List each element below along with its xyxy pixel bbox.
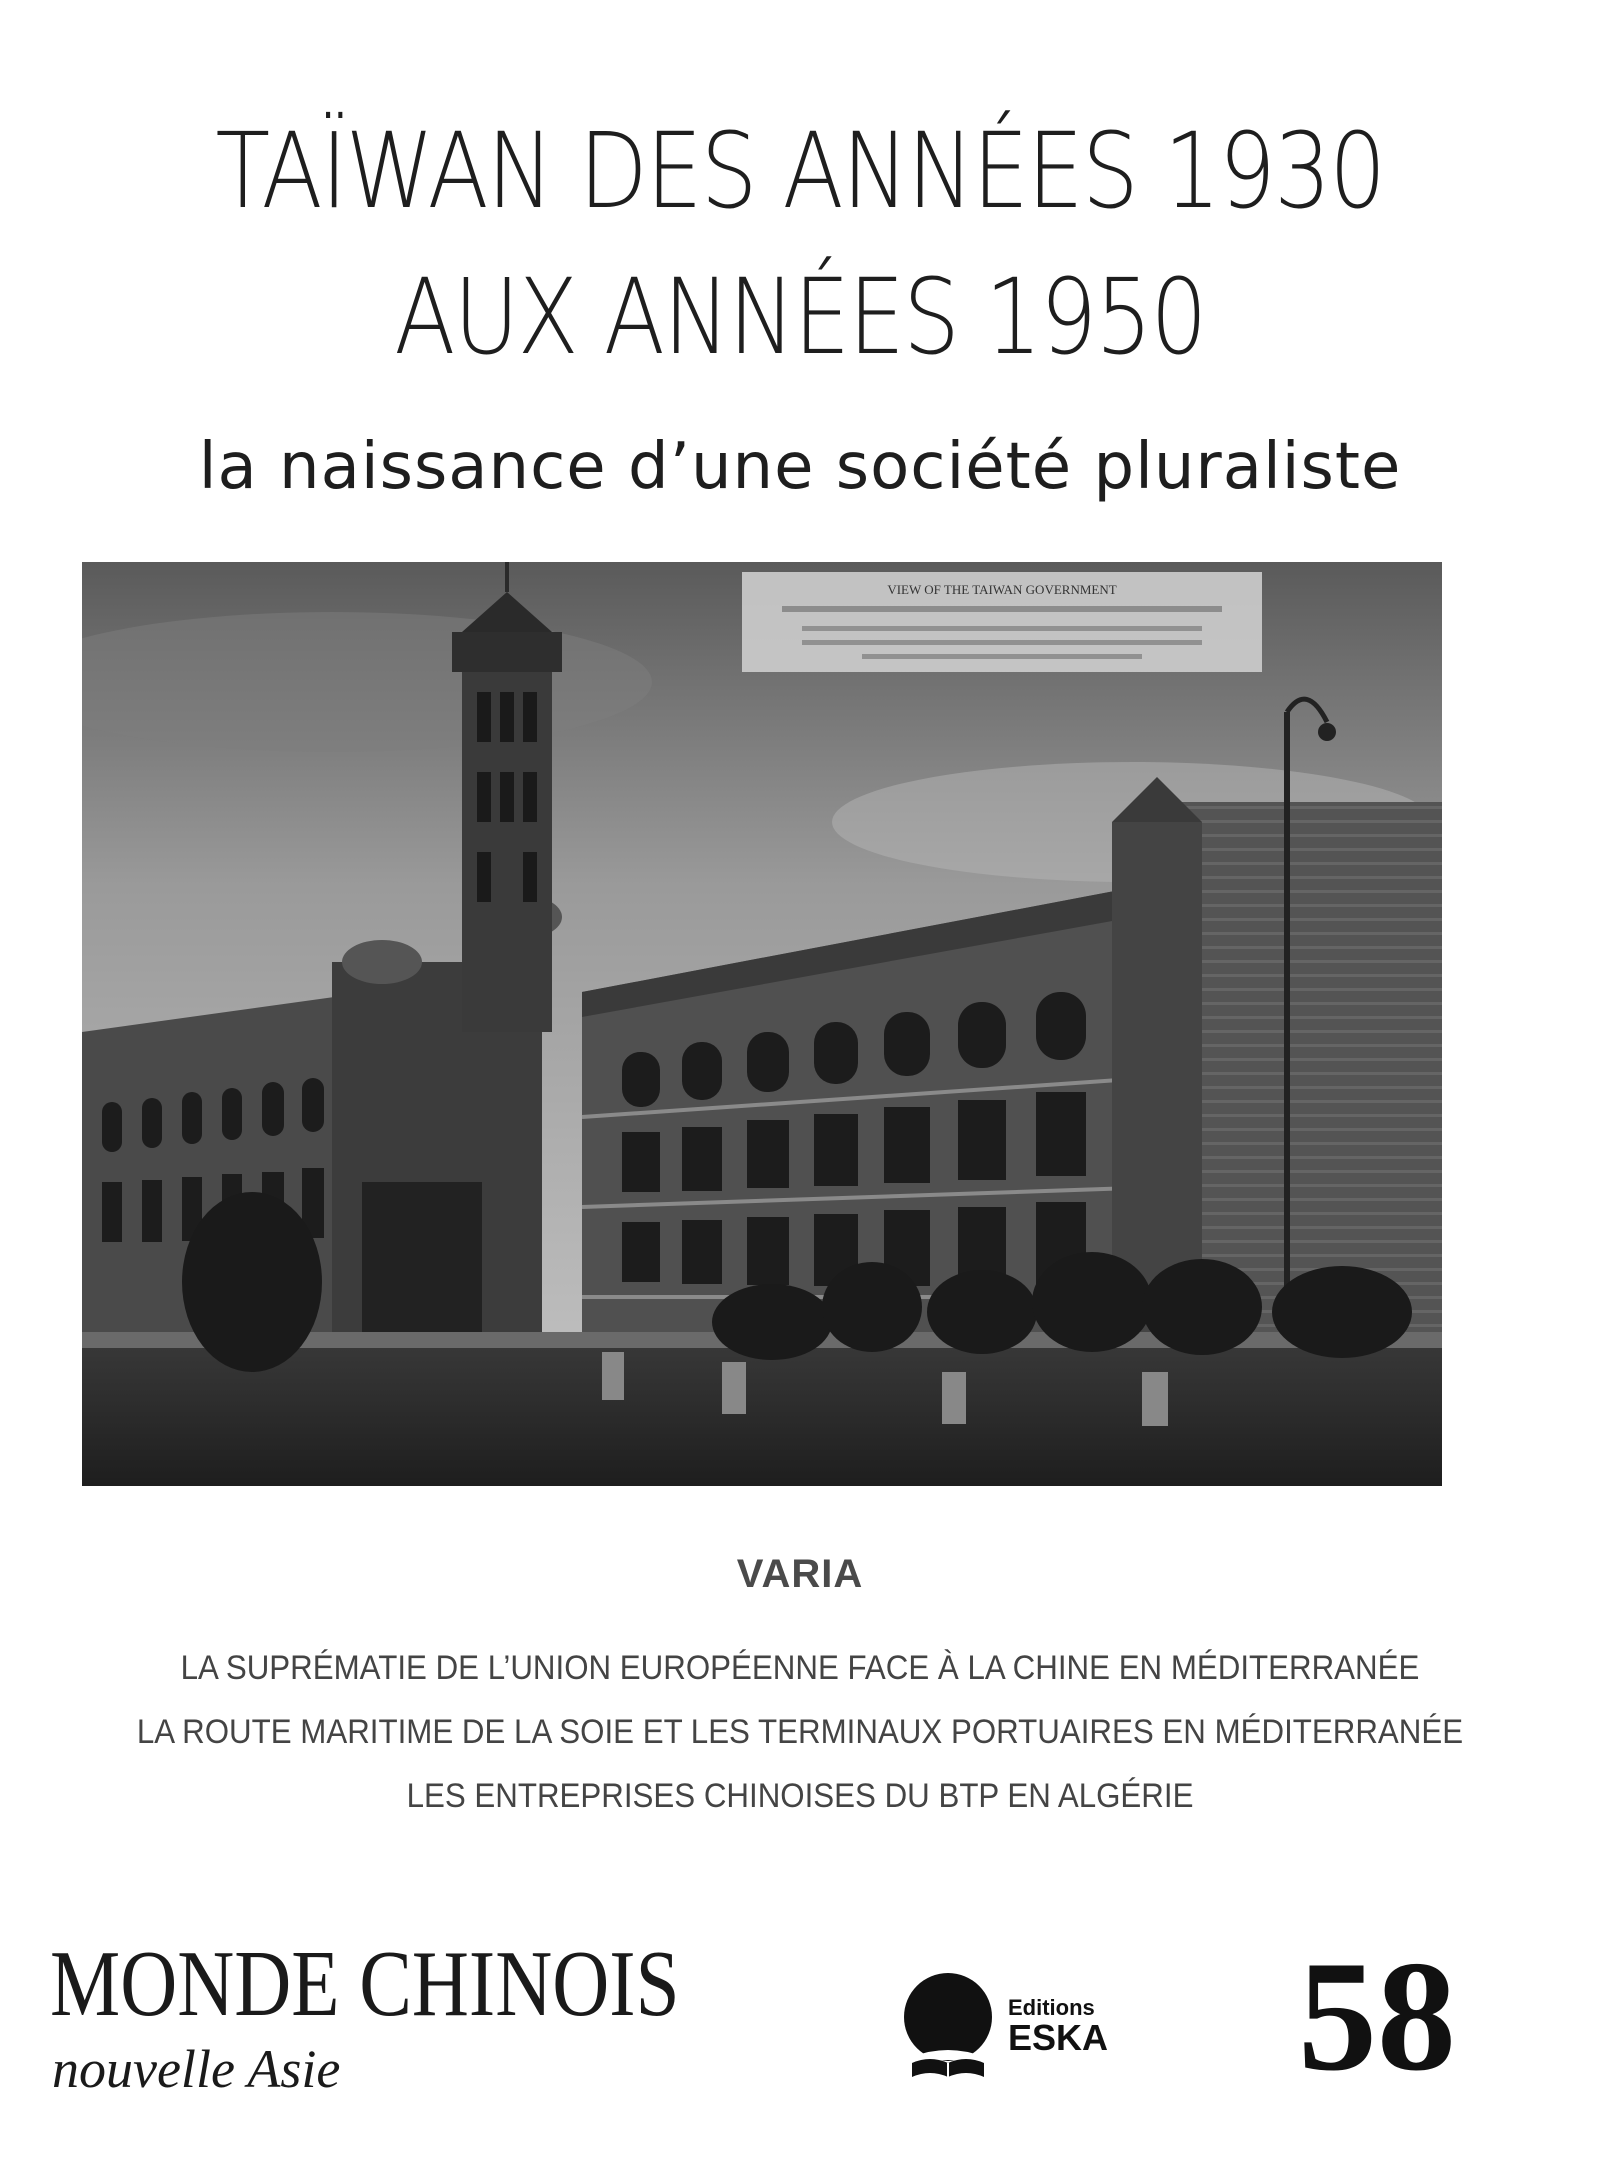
- book-reader-icon: [900, 1973, 996, 2083]
- publisher-label: Editions: [1008, 1995, 1095, 2020]
- varia-article-list: [0, 1636, 1600, 1828]
- cover-subtitle: la naissance d’une société pluraliste: [198, 430, 1402, 504]
- varia-article: LES ENTREPRISES CHINOISES DU BTP EN ALGÉRIE: [406, 1777, 1194, 1815]
- varia-article: LA SUPRÉMATIE DE L’UNION EUROPÉENNE FACE À LA CHINE EN MÉDITERRANÉE: [180, 1649, 1420, 1687]
- cover-photo: [82, 562, 1442, 1486]
- journal-name: MONDE CHINOIS: [50, 1932, 680, 2036]
- cover-title-line1: TAÏWAN DES ANNÉES 1930: [215, 110, 1385, 232]
- photo-caption-header: VIEW OF THE TAIWAN GOVERNMENT: [887, 582, 1117, 597]
- varia-article: LA ROUTE MARITIME DE LA SOIE ET LES TERMINAUX PORTUAIRES EN MÉDITERRANÉE: [136, 1713, 1464, 1751]
- publisher-logo: [900, 1965, 1120, 2105]
- cover-title-line2: AUX ANNÉES 1950: [394, 256, 1206, 378]
- varia-heading: VARIA: [736, 1552, 864, 1596]
- publisher-name: ESKA: [1008, 2017, 1109, 2058]
- issue-number: 58: [1298, 1929, 1456, 2104]
- journal-tagline: nouvelle Asie: [52, 2039, 341, 2099]
- government-building-photo: [82, 562, 1442, 1486]
